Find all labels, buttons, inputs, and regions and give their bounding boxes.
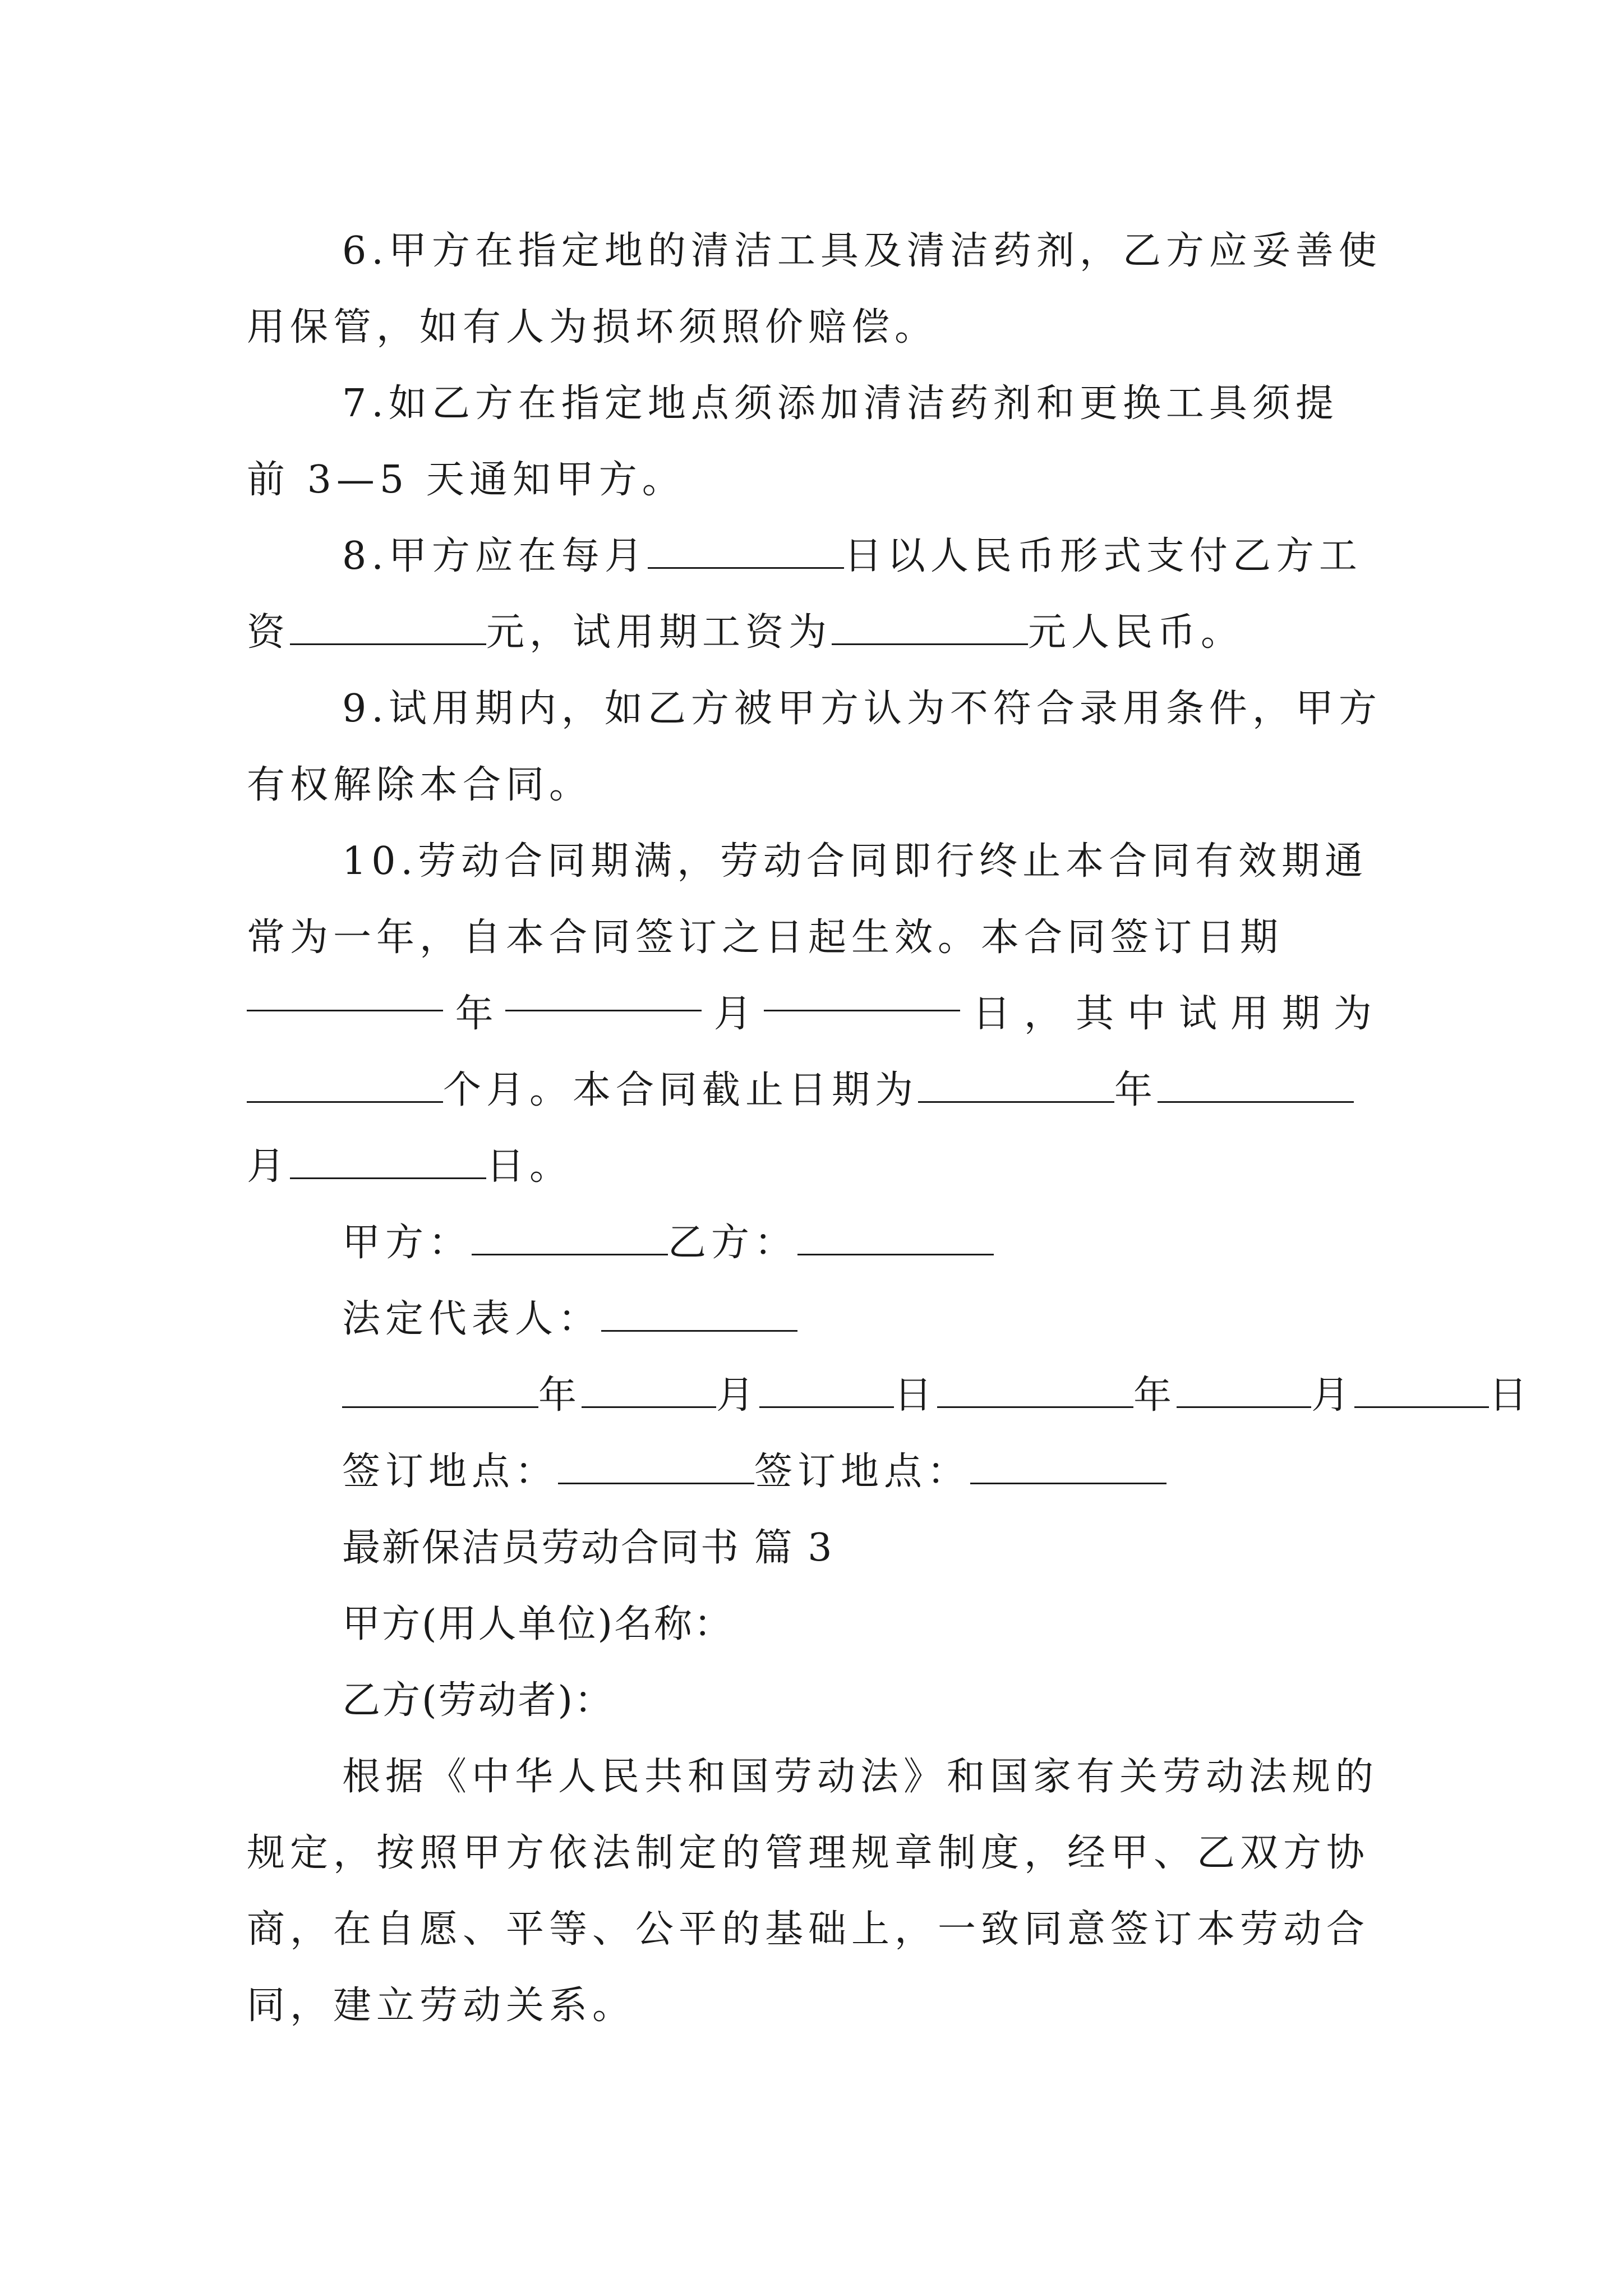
- party-a-month-blank[interactable]: [582, 1373, 716, 1408]
- legal-rep-line: [247, 1281, 1385, 1358]
- sign-year-blank[interactable]: [247, 976, 443, 1011]
- preamble-line-4: 同，建立劳动关系。: [247, 1984, 636, 2028]
- probation-months-blank[interactable]: [247, 1068, 443, 1103]
- party-a-place-blank[interactable]: [558, 1449, 754, 1484]
- clause-8-line-1: [247, 518, 1385, 595]
- party-b-year-blank[interactable]: [937, 1373, 1133, 1408]
- legal-rep-label: 法定代表人：: [342, 1297, 602, 1341]
- party-a-day-blank[interactable]: [759, 1373, 894, 1408]
- document-page: [247, 213, 1533, 2044]
- month-label: 月: [1311, 1373, 1355, 1418]
- party-b-day-blank[interactable]: [1354, 1373, 1489, 1408]
- clause-6-line-2: 用保管，如有人为损坏须照价赔偿。: [247, 305, 938, 349]
- end-year-blank[interactable]: [918, 1068, 1114, 1103]
- clause-10-text: 年: [1114, 1068, 1158, 1112]
- clause-10-text: 月: [247, 1144, 291, 1189]
- preamble-line-1: 根据《中华人民共和国劳动法》和国家有关劳动法规的: [342, 1755, 1379, 1799]
- clause-8-text: 日以人民币形式支付乙方工: [843, 534, 1362, 578]
- day-label: 日: [1489, 1373, 1533, 1418]
- clause-10-text: 个月。本合同截止日期为: [443, 1068, 919, 1112]
- preamble-line-2: 规定，按照甲方依法制定的管理规章制度，经甲、乙双方协: [247, 1831, 1370, 1875]
- year-label: 年: [538, 1373, 582, 1418]
- party-b-label: 乙方：: [668, 1221, 798, 1265]
- party-b-month-blank[interactable]: [1177, 1373, 1311, 1408]
- clause-8-text: 资: [247, 610, 291, 655]
- employer-name-line: 甲方(用人单位)名称：: [342, 1602, 734, 1646]
- sign-place-line: [247, 1434, 1385, 1510]
- salary-blank[interactable]: [290, 610, 486, 645]
- clause-10-line-4: [247, 1052, 1385, 1129]
- sign-place-label: 签订地点：: [754, 1450, 971, 1494]
- party-a-label: 甲方：: [342, 1221, 472, 1265]
- clause-8-text: 8.甲方应在每月: [342, 534, 648, 578]
- clause-9-line-2: 有权解除本合同。: [247, 763, 593, 807]
- legal-rep-blank[interactable]: [601, 1296, 797, 1332]
- clause-8-text: 元人民币。: [1028, 610, 1244, 655]
- signature-parties: [247, 1205, 1385, 1281]
- party-b-blank[interactable]: [797, 1220, 994, 1255]
- clause-6-line-1: 6.甲方在指定地的清洁工具及清洁药剂，乙方应妥善使: [342, 229, 1382, 273]
- clause-10-line-3: [247, 976, 1385, 1052]
- sign-month-blank[interactable]: [505, 976, 702, 1011]
- party-b-place-blank[interactable]: [970, 1449, 1166, 1484]
- clause-7-line-1: 7.如乙方在指定地点须添加清洁药剂和更换工具须提: [342, 381, 1339, 426]
- year-label: 年: [1133, 1373, 1177, 1418]
- probation-label: 日，其中试用期为: [972, 992, 1385, 1036]
- probation-salary-blank[interactable]: [832, 610, 1028, 645]
- sign-place-label: 签订地点：: [342, 1450, 559, 1494]
- clause-8-line-2: [247, 595, 1385, 671]
- clause-9-line-1: 9.试用期内，如乙方被甲方认为不符合录用条件，甲方: [342, 687, 1382, 731]
- sign-day-blank[interactable]: [764, 976, 960, 1011]
- clause-7-line-2: 前 3—5 天通知甲方。: [247, 458, 685, 502]
- month-label: 月: [713, 992, 752, 1036]
- clause-10-text: 日。: [486, 1144, 573, 1189]
- end-day-blank[interactable]: [290, 1144, 486, 1179]
- pay-day-blank[interactable]: [648, 533, 844, 569]
- clause-10-line-2: 常为一年，自本合同签订之日起生效。本合同签订日期: [247, 915, 1284, 960]
- day-label: 日: [894, 1373, 938, 1418]
- party-a-year-blank[interactable]: [342, 1373, 538, 1408]
- clause-10-line-1: 10.劳动合同期满，劳动合同即行终止本合同有效期通: [342, 839, 1368, 884]
- party-a-blank[interactable]: [472, 1220, 668, 1255]
- clause-8-text: 元，试用期工资为: [486, 610, 832, 655]
- section-3-title: 最新保洁员劳动合同书 篇 3: [342, 1526, 834, 1570]
- year-label: 年: [455, 992, 494, 1036]
- preamble-line-3: 商，在自愿、平等、公平的基础上，一致同意签订本劳动合: [247, 1907, 1370, 1952]
- employee-line: 乙方(劳动者)：: [342, 1678, 615, 1723]
- month-label: 月: [716, 1373, 760, 1418]
- clause-10-line-5: [247, 1129, 1385, 1205]
- signature-dates: [247, 1358, 1533, 1434]
- end-month-blank[interactable]: [1158, 1068, 1354, 1103]
